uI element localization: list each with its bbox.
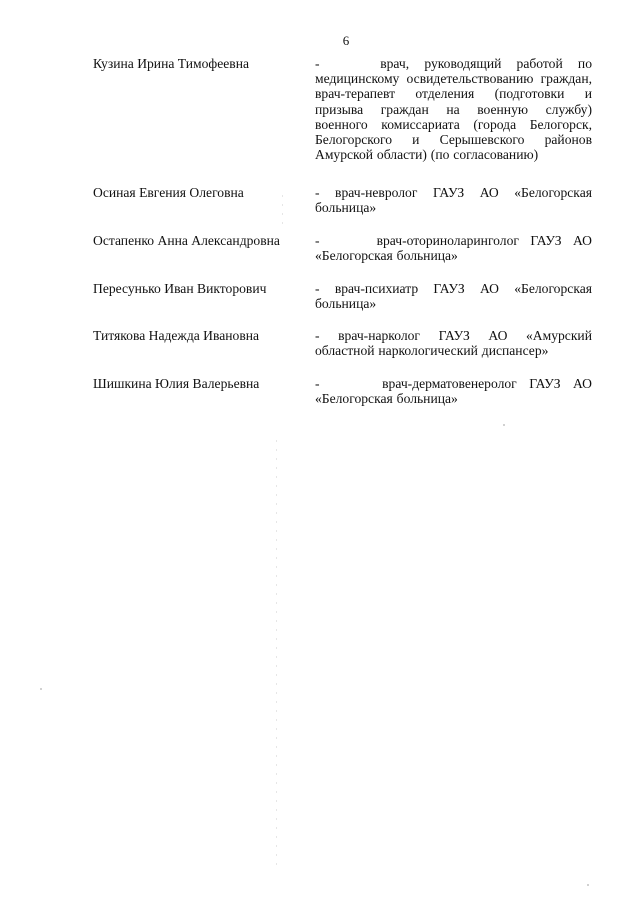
scan-artifact-dot: [503, 424, 505, 426]
member-role: - врач, руководящий работой по медицинскому освидетельствованию граждан, врач-терапевт отделения (подготовки и призыва граждан на военную службу) военного комиссариата (города Белогорск, Белогорского и Серышевского районов Амурской области) (по согласованию): [315, 56, 592, 163]
member-role: - врач-психиатр ГАУЗ АО «Белогорская больница»: [315, 281, 592, 312]
member-name: Кузина Ирина Тимофеевна: [93, 56, 250, 71]
member-role: - врач-дерматовенеролог ГАУЗ АО «Белогорская больница»: [315, 376, 592, 407]
member-name: Шишкина Юлия Валерьевна: [93, 376, 260, 391]
scan-artifact-line: [276, 440, 277, 870]
page-number: 6: [342, 33, 350, 48]
member-name: Остапенко Анна Александровна: [93, 233, 280, 248]
scan-artifact-dot: [40, 688, 42, 690]
member-role: - врач-невролог ГАУЗ АО «Белогорская больница»: [315, 185, 592, 216]
member-role: - врач-нарколог ГАУЗ АО «Амурский областной наркологический диспансер»: [315, 328, 592, 359]
scan-artifact-dot: [587, 884, 589, 886]
member-name: Осиная Евгения Олеговна: [93, 185, 244, 200]
member-name: Титякова Надежда Ивановна: [93, 328, 260, 343]
member-role: - врач-оториноларинголог ГАУЗ АО «Белогорская больница»: [315, 233, 592, 264]
member-name: Пересунько Иван Викторович: [93, 281, 267, 296]
